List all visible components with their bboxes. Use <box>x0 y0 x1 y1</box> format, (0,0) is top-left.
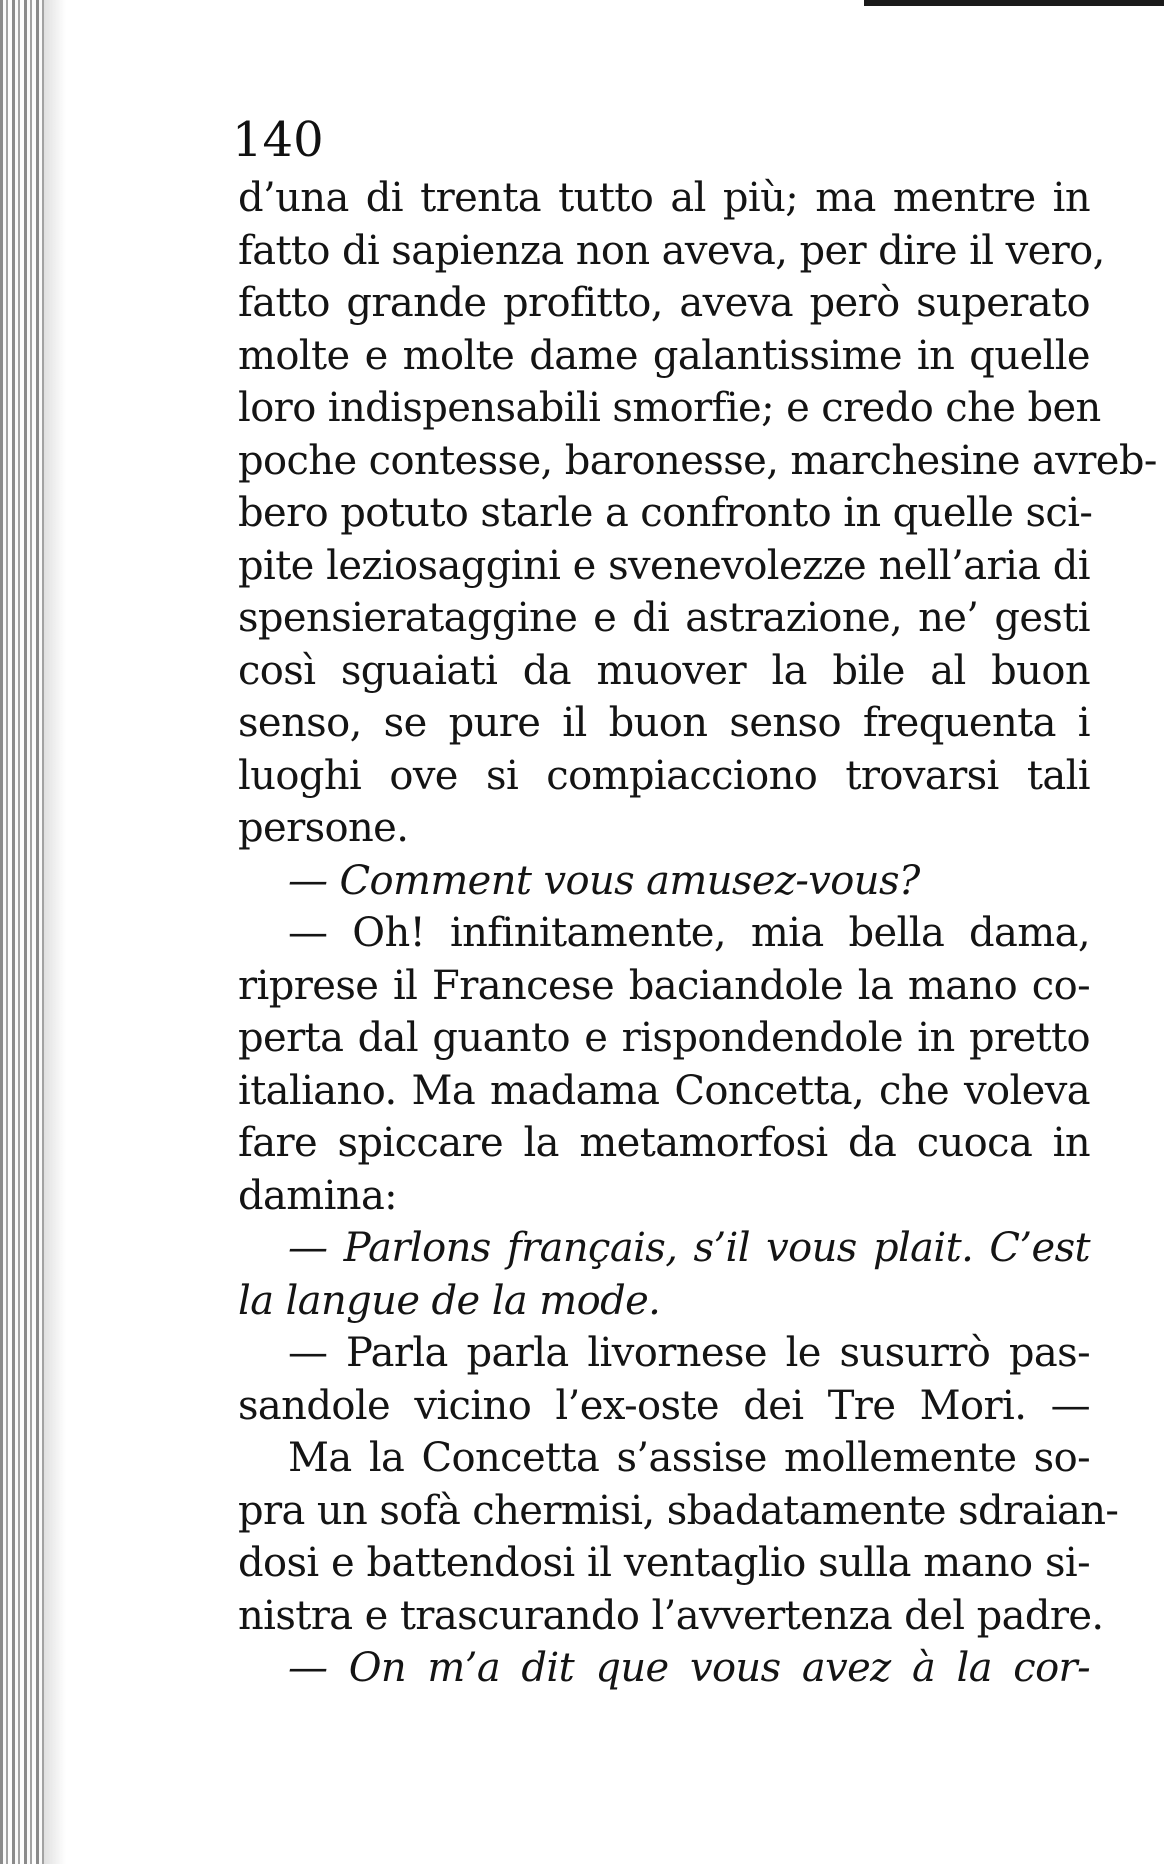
text-line: fatto di sapienza non aveva, per dire il vero, <box>238 227 1105 274</box>
text-line: italiano. Ma madama Concetta, che voleva <box>238 1067 1090 1114</box>
text-line: luoghi ove si compiacciono trovarsi tali <box>238 752 1090 799</box>
text-line: d’una di trenta tutto al più; ma mentre in <box>238 175 1090 221</box>
text-line: damina: <box>238 1172 398 1219</box>
text-line: dosi e battendosi il ventaglio sulla mano si- <box>238 1540 1090 1586</box>
text-line: senso, se pure il buon senso frequenta i <box>238 700 1090 746</box>
text-line: nistra e trascurando l’avvertenza del padre. <box>238 1592 1104 1639</box>
text-line: — Comment vous amusez-vous? <box>288 857 920 904</box>
text-line: — Parla parla livornese le susurrò pas- <box>288 1330 1090 1376</box>
text-line: così sguaiati da muover la bile al buon <box>238 647 1090 694</box>
text-line: poche contesse, baronesse, marchesine avreb- <box>238 437 1157 484</box>
text-line: perta dal guanto e rispondendole in pretto <box>238 1015 1090 1061</box>
text-line: pite leziosaggini e svenevolezze nell’aria di <box>238 542 1090 589</box>
text-line: riprese il Francese baciandole la mano co- <box>238 962 1090 1009</box>
text-line: Ma la Concetta s’assise mollemente so- <box>288 1435 1090 1481</box>
text-line: spensierataggine e di astrazione, ne’ gesti <box>238 595 1090 641</box>
text-line: persone. <box>238 805 409 851</box>
text-line: molte e molte dame galantissime in quelle <box>238 332 1090 379</box>
text-line: fare spiccare la metamorfosi da cuoca in <box>238 1120 1090 1166</box>
text-line: fatto grande profitto, aveva però superato <box>238 280 1090 326</box>
text-line: — Oh! infinitamente, mia bella dama, <box>288 910 1090 956</box>
text-line: — Parlons français, s’il vous plait. C’est <box>288 1225 1090 1271</box>
text-line: pra un sofà chermisi, sbadatamente sdraian- <box>238 1487 1119 1534</box>
binding-shadow <box>44 0 66 1864</box>
text-line: loro indispensabili smorfie; e credo che ben <box>238 385 1101 431</box>
text-line: la langue de la mode. <box>238 1277 661 1324</box>
text-line: bero potuto starle a confronto in quelle sci- <box>238 490 1093 536</box>
page-number: 140 <box>232 112 324 168</box>
text-line: sandole vicino l’ex-oste dei Tre Mori. — <box>238 1382 1090 1429</box>
top-edge-rule <box>864 0 1164 6</box>
body-text <box>238 172 1157 1695</box>
binding-edge <box>0 0 44 1864</box>
text-line: — On m’a dit que vous avez à la cor- <box>288 1645 1090 1691</box>
